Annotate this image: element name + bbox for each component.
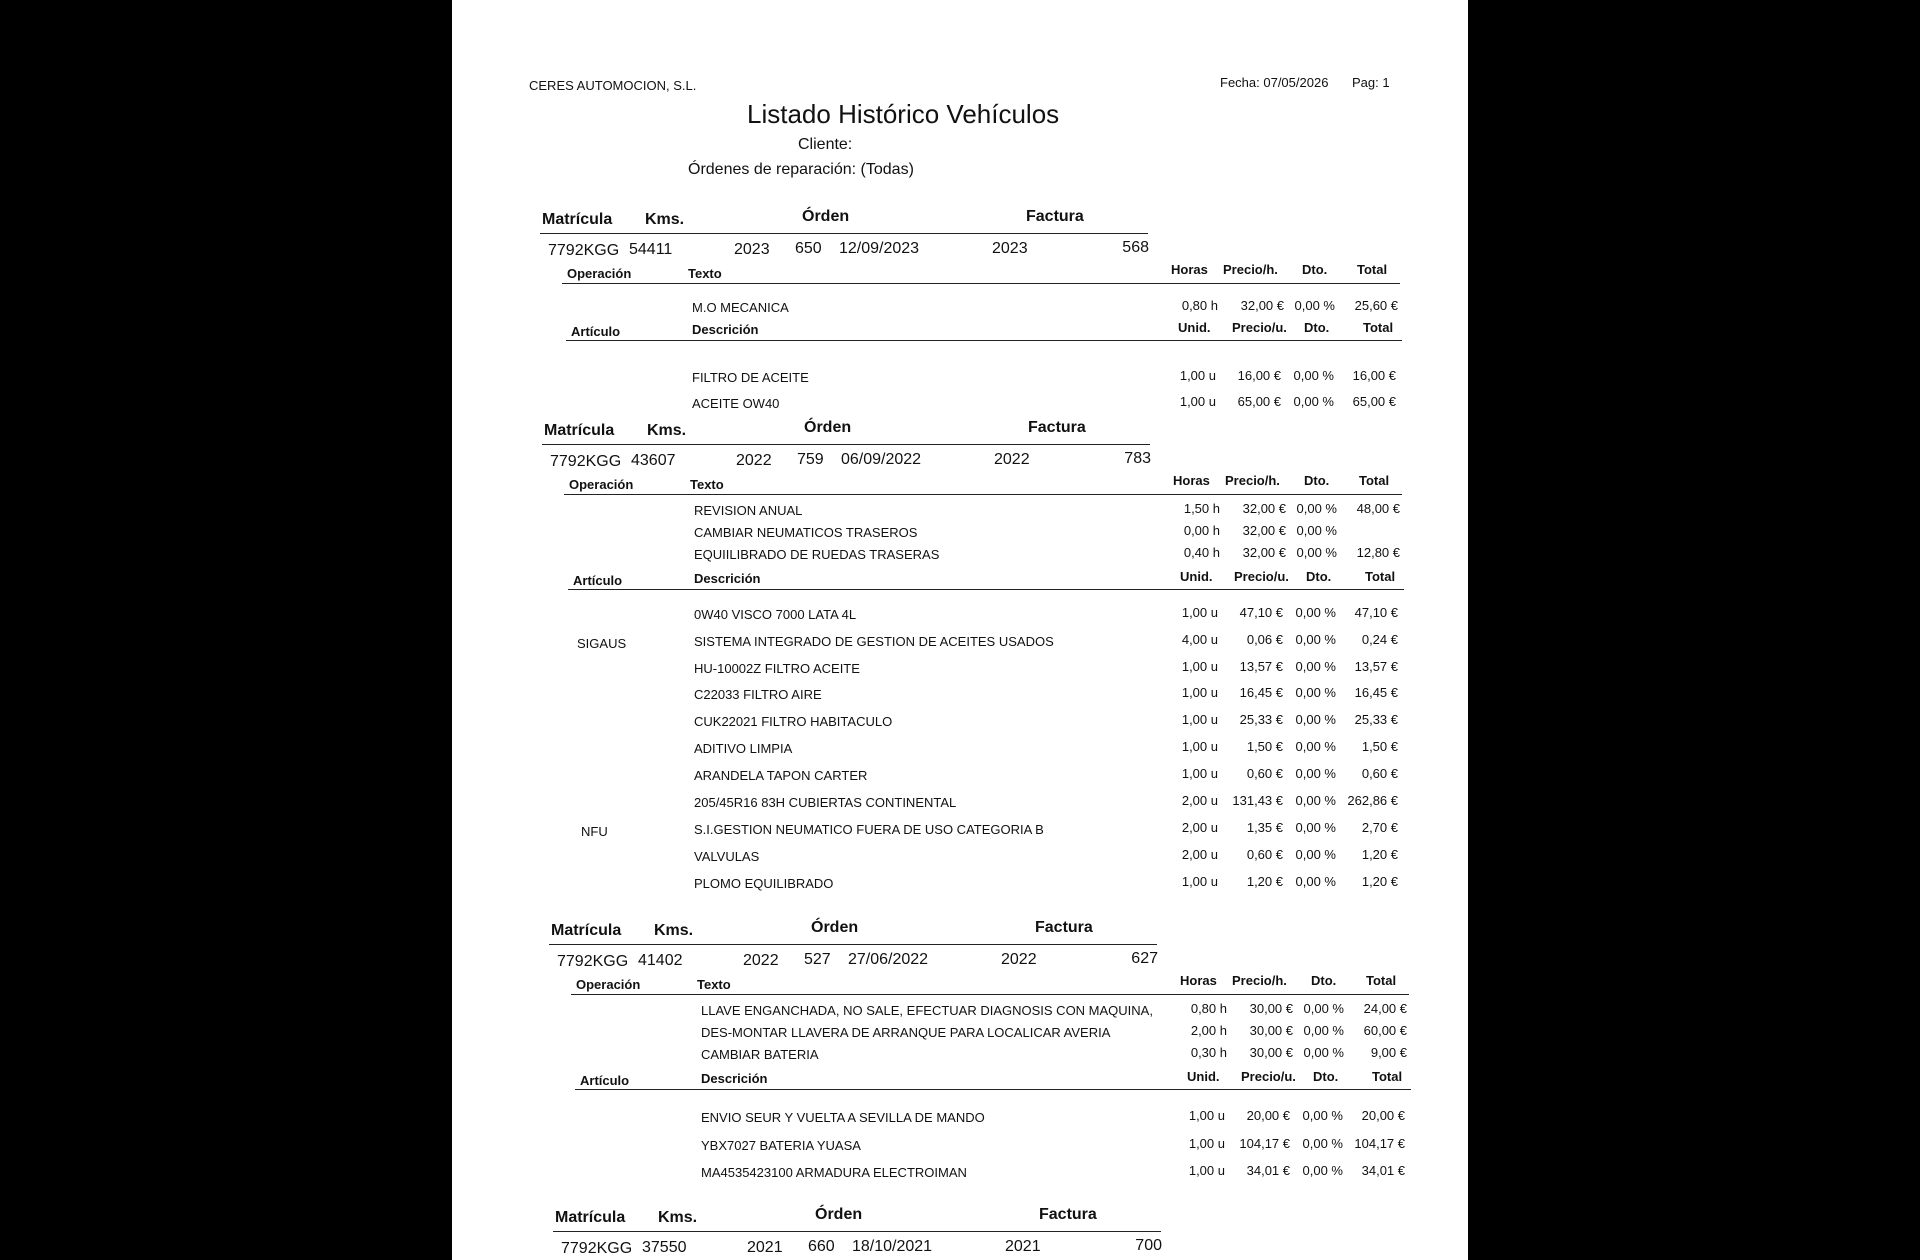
matricula-value: 7792KGG <box>561 1240 633 1257</box>
operation-discount: 0,00 % <box>1303 1023 1344 1038</box>
kms-value: 54411 <box>629 241 673 258</box>
factura-year: 2022 <box>1001 951 1037 968</box>
company-name: CERES AUTOMOCION, S.L. <box>529 78 697 93</box>
operation-text: LLAVE ENGANCHADA, NO SALE, EFECTUAR DIAGNOSIS CON MAQUINA, <box>701 1003 1153 1018</box>
record-header-rule <box>549 944 1157 945</box>
operation-discount: 0,00 % <box>1296 501 1337 516</box>
operation-price: 30,00 € <box>1249 1045 1293 1060</box>
operation-price: 32,00 € <box>1242 501 1286 516</box>
orden-date: 12/09/2023 <box>839 240 920 257</box>
article-discount: 0,00 % <box>1295 874 1336 889</box>
article-price: 0,06 € <box>1246 632 1283 647</box>
factura-header: Factura <box>1026 208 1084 225</box>
orden-header: Órden <box>804 419 852 436</box>
article-total: 47,10 € <box>1354 605 1398 620</box>
article-description: YBX7027 BATERIA YUASA <box>701 1138 861 1153</box>
article-total: 25,33 € <box>1354 712 1398 727</box>
record-header-rule <box>553 1231 1161 1232</box>
matricula-value: 7792KGG <box>550 453 622 470</box>
dto-header: Dto. <box>1304 473 1330 488</box>
operations-header-rule <box>562 283 1400 284</box>
article-units: 2,00 u <box>1181 820 1218 835</box>
report-page <box>452 0 1468 1260</box>
matricula-value: 7792KGG <box>548 242 620 259</box>
article-discount: 0,00 % <box>1302 1108 1343 1123</box>
article-description: ACEITE OW40 <box>692 396 780 411</box>
article-description: ENVIO SEUR Y VUELTA A SEVILLA DE MANDO <box>701 1110 985 1125</box>
matricula-value: 7792KGG <box>557 953 629 970</box>
operation-hours: 0,30 h <box>1190 1045 1227 1060</box>
article-units: 2,00 u <box>1181 847 1218 862</box>
descripcion-header: Descrición <box>692 322 759 337</box>
article-discount: 0,00 % <box>1295 766 1336 781</box>
kms-header: Kms. <box>654 922 694 939</box>
article-total: 1,50 € <box>1361 739 1398 754</box>
article-total: 1,20 € <box>1361 874 1398 889</box>
articles-header-rule <box>566 340 1402 341</box>
dto-header: Dto. <box>1306 569 1332 584</box>
article-price: 0,60 € <box>1246 847 1283 862</box>
operacion-header: Operación <box>569 477 634 492</box>
article-units: 1,00 u <box>1181 766 1218 781</box>
article-price: 0,60 € <box>1246 766 1283 781</box>
article-units: 1,00 u <box>1181 605 1218 620</box>
factura-number: 627 <box>1131 950 1158 967</box>
article-price: 1,20 € <box>1246 874 1283 889</box>
article-price: 65,00 € <box>1237 394 1281 409</box>
operacion-header: Operación <box>567 266 632 281</box>
orden-year: 2022 <box>736 452 772 469</box>
article-total: 0,60 € <box>1361 766 1398 781</box>
dto-header: Dto. <box>1304 320 1330 335</box>
operation-discount: 0,00 % <box>1296 523 1337 538</box>
texto-header: Texto <box>697 977 731 992</box>
precio-u-header: Precio/u. <box>1232 320 1287 335</box>
orden-number: 650 <box>795 240 822 257</box>
article-description: HU-10002Z FILTRO ACEITE <box>694 661 860 676</box>
operation-discount: 0,00 % <box>1303 1001 1344 1016</box>
article-units: 1,00 u <box>1179 394 1216 409</box>
article-discount: 0,00 % <box>1302 1163 1343 1178</box>
article-discount: 0,00 % <box>1295 632 1336 647</box>
orden-number: 660 <box>808 1238 835 1255</box>
record-header-rule <box>540 233 1148 234</box>
article-price: 104,17 € <box>1239 1136 1290 1151</box>
precio-h-header: Precio/h. <box>1223 262 1278 277</box>
article-description: FILTRO DE ACEITE <box>692 370 809 385</box>
article-description: ARANDELA TAPON CARTER <box>694 768 868 783</box>
operation-total: 60,00 € <box>1363 1023 1407 1038</box>
article-total: 1,20 € <box>1361 847 1398 862</box>
article-discount: 0,00 % <box>1302 1136 1343 1151</box>
article-total: 0,24 € <box>1361 632 1398 647</box>
article-discount: 0,00 % <box>1295 712 1336 727</box>
dto-header: Dto. <box>1302 262 1328 277</box>
article-discount: 0,00 % <box>1293 368 1334 383</box>
article-description: S.I.GESTION NEUMATICO FUERA DE USO CATEGORIA B <box>694 822 1044 837</box>
orden-date: 27/06/2022 <box>848 951 929 968</box>
article-units: 1,00 u <box>1181 712 1218 727</box>
dto-header: Dto. <box>1311 973 1337 988</box>
orden-year: 2022 <box>743 952 779 969</box>
articles-header-rule <box>575 1089 1411 1090</box>
total-header: Total <box>1372 1069 1403 1084</box>
article-description: 0W40 VISCO 7000 LATA 4L <box>694 607 857 622</box>
article-description: C22033 FILTRO AIRE <box>694 687 822 702</box>
operations-header-rule <box>564 494 1402 495</box>
article-units: 1,00 u <box>1188 1163 1225 1178</box>
article-price: 25,33 € <box>1239 712 1283 727</box>
horas-header: Horas <box>1171 262 1208 277</box>
article-price: 16,00 € <box>1237 368 1281 383</box>
operation-text: EQUIILIBRADO DE RUEDAS TRASERAS <box>694 547 940 562</box>
unid-header: Unid. <box>1180 569 1213 584</box>
articulo-header: Artículo <box>571 324 621 339</box>
orden-header: Órden <box>815 1206 863 1223</box>
factura-year: 2022 <box>994 451 1030 468</box>
matricula-header: Matrícula <box>542 211 613 228</box>
matricula-header: Matrícula <box>551 922 622 939</box>
article-discount: 0,00 % <box>1295 685 1336 700</box>
factura-year: 2023 <box>992 240 1028 257</box>
kms-value: 41402 <box>638 952 683 969</box>
operation-text: M.O MECANICA <box>692 300 789 315</box>
factura-header: Factura <box>1035 919 1093 936</box>
article-price: 34,01 € <box>1246 1163 1290 1178</box>
operation-hours: 0,80 h <box>1181 298 1218 313</box>
page-number: Pag: 1 <box>1352 75 1390 90</box>
kms-header: Kms. <box>647 422 687 439</box>
kms-header: Kms. <box>645 211 685 228</box>
factura-header: Factura <box>1028 419 1086 436</box>
record-header-rule <box>542 444 1150 445</box>
orden-number: 759 <box>797 451 824 468</box>
operation-hours: 0,00 h <box>1183 523 1220 538</box>
article-description: MA4535423100 ARMADURA ELECTROIMAN <box>701 1165 967 1180</box>
article-discount: 0,00 % <box>1295 605 1336 620</box>
report-date: Fecha: 07/05/2026 <box>1220 75 1329 90</box>
article-total: 20,00 € <box>1361 1108 1405 1123</box>
matricula-header: Matrícula <box>555 1209 626 1226</box>
operation-total: 48,00 € <box>1356 501 1400 516</box>
article-description: SISTEMA INTEGRADO DE GESTION DE ACEITES USADOS <box>694 634 1054 649</box>
texto-header: Texto <box>688 266 722 281</box>
factura-year: 2021 <box>1005 1238 1041 1255</box>
operation-total: 9,00 € <box>1370 1045 1407 1060</box>
operation-text: CAMBIAR NEUMATICOS TRASEROS <box>694 525 918 540</box>
horas-header: Horas <box>1180 973 1217 988</box>
article-total: 16,00 € <box>1352 368 1396 383</box>
operation-hours: 0,40 h <box>1183 545 1220 560</box>
article-units: 1,00 u <box>1179 368 1216 383</box>
article-discount: 0,00 % <box>1295 793 1336 808</box>
articulo-header: Artículo <box>573 573 623 588</box>
cliente-label: Cliente: <box>798 136 853 153</box>
article-description: CUK22021 FILTRO HABITACULO <box>694 714 893 729</box>
factura-number: 783 <box>1124 450 1151 467</box>
operation-discount: 0,00 % <box>1296 545 1337 560</box>
article-discount: 0,00 % <box>1295 739 1336 754</box>
article-total: 34,01 € <box>1361 1163 1405 1178</box>
article-units: 1,00 u <box>1181 659 1218 674</box>
horas-header: Horas <box>1173 473 1210 488</box>
orden-year: 2021 <box>747 1239 783 1256</box>
operation-hours: 0,80 h <box>1190 1001 1227 1016</box>
operation-total: 24,00 € <box>1363 1001 1407 1016</box>
article-units: 1,00 u <box>1181 739 1218 754</box>
precio-h-header: Precio/h. <box>1232 973 1287 988</box>
unid-header: Unid. <box>1178 320 1211 335</box>
total-header: Total <box>1357 262 1388 277</box>
article-total: 65,00 € <box>1352 394 1396 409</box>
kms-header: Kms. <box>658 1209 698 1226</box>
article-discount: 0,00 % <box>1295 847 1336 862</box>
article-units: 1,00 u <box>1181 874 1218 889</box>
operation-price: 30,00 € <box>1249 1001 1293 1016</box>
kms-value: 37550 <box>642 1239 687 1256</box>
total-header: Total <box>1359 473 1390 488</box>
article-discount: 0,00 % <box>1295 659 1336 674</box>
articulo-header: Artículo <box>580 1073 630 1088</box>
article-total: 13,57 € <box>1354 659 1398 674</box>
orden-number: 527 <box>804 951 831 968</box>
article-code: NFU <box>581 824 608 839</box>
operation-hours: 1,50 h <box>1183 501 1220 516</box>
article-units: 4,00 u <box>1181 632 1218 647</box>
orden-header: Órden <box>802 208 850 225</box>
total-header: Total <box>1363 320 1394 335</box>
matricula-header: Matrícula <box>544 422 615 439</box>
articles-header-rule <box>568 589 1404 590</box>
texto-header: Texto <box>690 477 724 492</box>
operacion-header: Operación <box>576 977 641 992</box>
descripcion-header: Descrición <box>694 571 761 586</box>
operations-header-rule <box>571 994 1409 995</box>
article-description: VALVULAS <box>694 849 760 864</box>
article-price: 16,45 € <box>1239 685 1283 700</box>
total-header: Total <box>1365 569 1396 584</box>
orden-date: 06/09/2022 <box>841 451 922 468</box>
orden-date: 18/10/2021 <box>852 1238 933 1255</box>
article-units: 1,00 u <box>1181 685 1218 700</box>
article-price: 131,43 € <box>1232 793 1283 808</box>
precio-h-header: Precio/h. <box>1225 473 1280 488</box>
operation-text: REVISION ANUAL <box>694 503 803 518</box>
article-total: 2,70 € <box>1361 820 1398 835</box>
operation-discount: 0,00 % <box>1303 1045 1344 1060</box>
page-title: Listado Histórico Vehículos <box>747 99 1060 129</box>
article-price: 1,35 € <box>1246 820 1283 835</box>
operation-discount: 0,00 % <box>1294 298 1335 313</box>
operation-text: DES-MONTAR LLAVERA DE ARRANQUE PARA LOCALICAR AVERIA <box>701 1025 1111 1040</box>
precio-u-header: Precio/u. <box>1234 569 1289 584</box>
article-units: 1,00 u <box>1188 1136 1225 1151</box>
orden-year: 2023 <box>734 241 770 258</box>
ordenes-filter: Órdenes de reparación: (Todas) <box>688 161 914 178</box>
article-description: 205/45R16 83H CUBIERTAS CONTINENTAL <box>694 795 957 810</box>
article-total: 262,86 € <box>1347 793 1398 808</box>
article-price: 47,10 € <box>1239 605 1283 620</box>
article-units: 1,00 u <box>1188 1108 1225 1123</box>
operation-text: CAMBIAR BATERIA <box>701 1047 819 1062</box>
article-discount: 0,00 % <box>1295 820 1336 835</box>
operation-total: 25,60 € <box>1354 298 1398 313</box>
factura-header: Factura <box>1039 1206 1097 1223</box>
article-description: ADITIVO LIMPIA <box>694 741 793 756</box>
dto-header: Dto. <box>1313 1069 1339 1084</box>
precio-u-header: Precio/u. <box>1241 1069 1296 1084</box>
kms-value: 43607 <box>631 452 676 469</box>
operation-price: 32,00 € <box>1242 545 1286 560</box>
article-price: 13,57 € <box>1239 659 1283 674</box>
descripcion-header: Descrición <box>701 1071 768 1086</box>
operation-price: 32,00 € <box>1240 298 1284 313</box>
total-header: Total <box>1366 973 1397 988</box>
orden-header: Órden <box>811 919 859 936</box>
article-total: 104,17 € <box>1354 1136 1405 1151</box>
article-discount: 0,00 % <box>1293 394 1334 409</box>
factura-number: 568 <box>1122 239 1149 256</box>
operation-price: 30,00 € <box>1249 1023 1293 1038</box>
operation-hours: 2,00 h <box>1190 1023 1227 1038</box>
article-code: SIGAUS <box>577 636 627 651</box>
article-price: 1,50 € <box>1246 739 1283 754</box>
article-description: PLOMO EQUILIBRADO <box>694 876 834 891</box>
unid-header: Unid. <box>1187 1069 1220 1084</box>
article-units: 2,00 u <box>1181 793 1218 808</box>
article-total: 16,45 € <box>1354 685 1398 700</box>
operation-price: 32,00 € <box>1242 523 1286 538</box>
factura-number: 700 <box>1135 1237 1162 1254</box>
operation-total: 12,80 € <box>1356 545 1400 560</box>
article-price: 20,00 € <box>1246 1108 1290 1123</box>
